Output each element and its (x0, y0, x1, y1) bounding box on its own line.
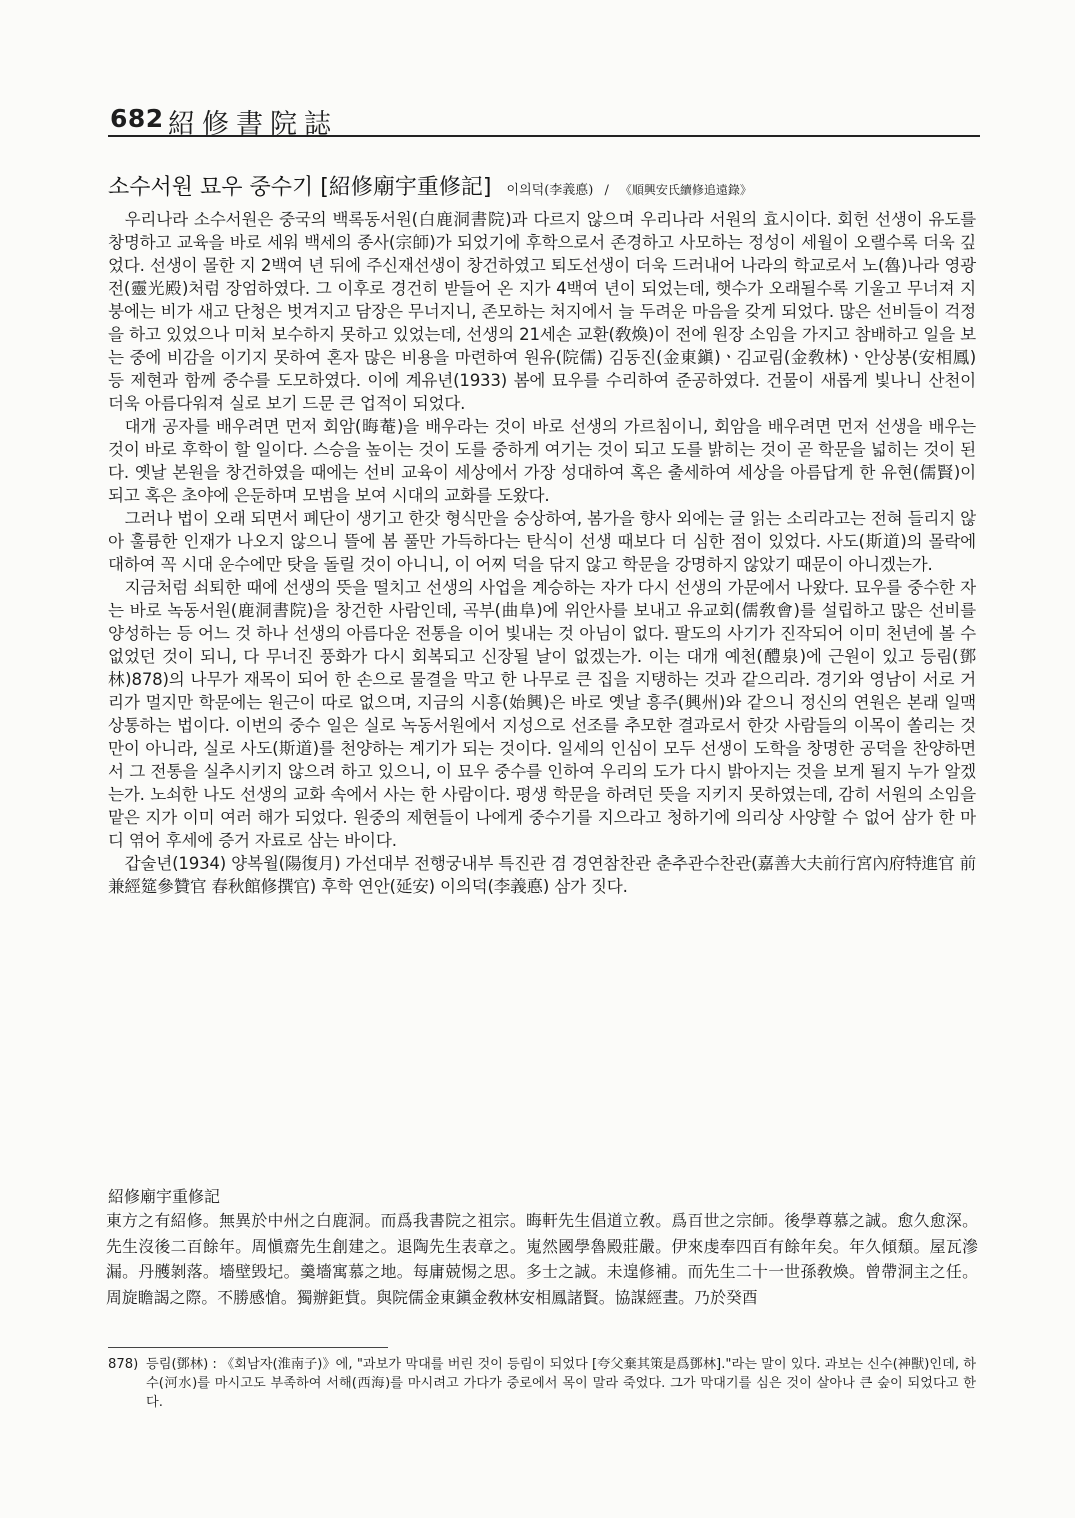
paragraph: 그러나 법이 오래 되면서 폐단이 생기고 한갓 형식만을 숭상하여, 봄가을 향사 외에는 글 읽는 소리라고는 전혀 들리지 않아 훌륭한 인재가 나오지 않으니 뜰에 봄 풀만 가득하다는 탄식이 선생 때보다 더 심한 점이 있었다. 사도(斯道)의 몰락에 대하여 꼭 시대 운수에만 탓을 돌릴 것이 아니니, 이 어찌 덕을 닦지 않고 학문을 강명하지 않았기 때문이 아니겠는가. (108, 509, 976, 574)
classical-title: 紹修廟宇重修記 (108, 1187, 221, 1206)
header-rule (108, 135, 980, 137)
colophon-paragraph: 갑술년(1934) 양복월(陽復月) 가선대부 전행궁내부 특진관 겸 경연참찬관 춘추관수찬관(嘉善大夫前行宮內府特進官 前兼經筵參贊官 春秋館修撰官) 후학 연안(延安) 이의덕(李義悳) 삼가 짓다. (108, 854, 976, 896)
heading-separator: / (604, 183, 609, 198)
article-author: 이의덕(李義悳) (506, 183, 594, 198)
article-title: 소수서원 묘우 중수기 [紹修廟宇重修記] (108, 175, 492, 200)
footnote-number: 878) (108, 1357, 139, 1372)
translation-body (108, 208, 976, 898)
book-title: 紹修書院誌 (168, 109, 338, 140)
paragraph: 우리나라 소수서원은 중국의 백록동서원(白鹿洞書院)과 다르지 않으며 우리나라 서원의 효시이다. 회헌 선생이 유도를 창명하고 교육을 바로 세워 백세의 종사(宗師)가 되었기에 후학으로서 존경하고 사모하는 정성이 세월이 오랠수록 더욱 깊었다. 선생이 몰한 지 2백여 년 뒤에 주신재선생이 창건하였고 퇴도선생이 더욱 드러내어 나라의 학교로서 노(魯)나라 영광전(靈光殿)처럼 장엄하였다. 그 이후로 경건히 받들어 온 지가 4백여 년이 되었는데, 햇수가 오래될수록 기울고 무너져 지붕에는 비가 새고 단청은 벗겨지고 담장은 무너지니, 존모하는 처지에서 늘 두려운 마음을 갖게 되었다. 많은 선비들이 걱정을 하고 있었으나 미처 보수하지 못하고 있었는데, 선생의 21세손 교환(敎煥)이 전에 원장 소임을 가지고 참배하고 일을 보는 중에 비감을 이기지 못하여 혼자 많은 비용을 마련하여 원유(院儒) 김동진(金東鎭)ㆍ김교림(金敎林)ㆍ안상봉(安相鳳) 등 제현과 함께 중수를 도모하였다. 이에 계유년(1933) 봄에 묘우를 수리하여 준공하였다. 건물이 새롭게 빛나니 산천이 더욱 아름다워져 실로 보기 드문 큰 업적이 되었다. (108, 210, 976, 413)
article-heading (108, 170, 988, 201)
footnote-text: 등림(鄧林) : 《회남자(淮南子)》에, "과보가 막대를 버린 것이 등림이 되었다 [夸父棄其策是爲鄧林]."라는 말이 있다. 과보는 신수(神獸)인데, 하수(河水)를 마시고도 부족하여 서해(西海)를 마시려고 가다가 중로에서 목이 말라 죽었다. 그가 막대기를 심은 것이 살아나 큰 숲이 되었다고 한다. (146, 1357, 976, 1410)
page-number: 682 (110, 104, 164, 133)
classical-text: 東方之有紹修。無異於中州之白鹿洞。而爲我書院之祖宗。晦軒先生倡道立敎。爲百世之宗師。後學尊慕之誠。愈久愈深。先生沒後二百餘年。周愼齋先生創建之。退陶先生表章之。嵬然國學魯殿莊嚴。伊來虔奉四百有餘年矣。年久傾頹。屋瓦滲漏。丹雘剝落。墻壁毁圮。羹墻寓慕之地。每庸兢惕之思。多士之誠。未遑修補。而先生二十一世孫敎煥。曾帶洞主之任。周旋瞻謁之際。不勝感愴。獨辦鉅貲。與院儒金東鎭金敎林安相鳳諸賢。協謀經晝。乃於癸酉 (106, 1211, 978, 1307)
page-header (108, 104, 980, 138)
paragraph: 대개 공자를 배우려면 먼저 회암(晦菴)을 배우라는 것이 바로 선생의 가르침이니, 회암을 배우려면 먼저 선생을 배우는 것이 바로 후학이 할 일이다. 스승을 높이는 것이 도를 중하게 여기는 것이 되고 도를 밝히는 것이 곧 학문을 넓히는 것이 된다. 옛날 본원을 창건하였을 때에는 선비 교육이 세상에서 가장 성대하여 혹은 출세하여 세상을 아름답게 한 유현(儒賢)이 되고 혹은 초야에 은둔하며 모범을 보여 시대의 교화를 도왔다. (108, 417, 977, 505)
paragraph: 지금처럼 쇠퇴한 때에 선생의 뜻을 떨치고 선생의 사업을 계승하는 자가 다시 선생의 가문에서 나왔다. 묘우를 중수한 자는 바로 녹동서원(鹿洞書院)을 창건한 사람인데, 곡부(曲阜)에 위안사를 보내고 유교회(儒敎會)를 설립하고 많은 선비를 양성하는 등 어느 것 하나 선생의 아름다운 전통을 이어 빛내는 것 아님이 없다. 팔도의 사기가 진작되어 이미 천년에 볼 수 없었던 것이 되니, 다 무너진 풍화가 다시 회복되고 신장될 날이 없겠는가. 이는 대개 예천(醴泉)에 근원이 있고 등림(鄧林)878)의 나무가 재목이 되어 한 손으로 물결을 막고 한 나무로 큰 집을 지탱하는 것과 같으리라. 경기와 영남이 서로 거리가 멀지만 학문에는 원근이 따로 없으며, 지금의 시흥(始興)은 바로 옛날 흥주(興州)와 같으니 정신의 연원은 본래 일맥상통하는 법이다. 이번의 중수 일은 실로 녹동서원에서 지성으로 선조를 추모한 결과로서 한갓 사람들의 이목이 쏠리는 것만이 아니라, 실로 사도(斯道)를 천양하는 계기가 되는 것이다. 일세의 인심이 모두 선생이 도학을 창명한 공덕을 찬양하면서 그 전통을 실추시키지 않으려 하고 있으니, 이 묘우 중수를 인하여 우리의 도가 다시 밝아지는 것을 보게 될지 누가 알겠는가. 노쇠한 나도 선생의 교화 속에서 사는 한 사람이다. 평생 학문을 하려던 뜻을 지키지 못하였는데, 감히 서원의 소임을 맡은 지가 이미 여러 해가 되었다. 원중의 제현들이 나에게 중수기를 지으라고 청하기에 의리상 사양할 수 없어 삼가 한 마디 엮어 후세에 증거 자료로 삼는 바이다. (108, 578, 976, 850)
footnote-rule (108, 1347, 388, 1348)
article-source: 《順興安氏續修追遠錄》 (619, 183, 752, 197)
